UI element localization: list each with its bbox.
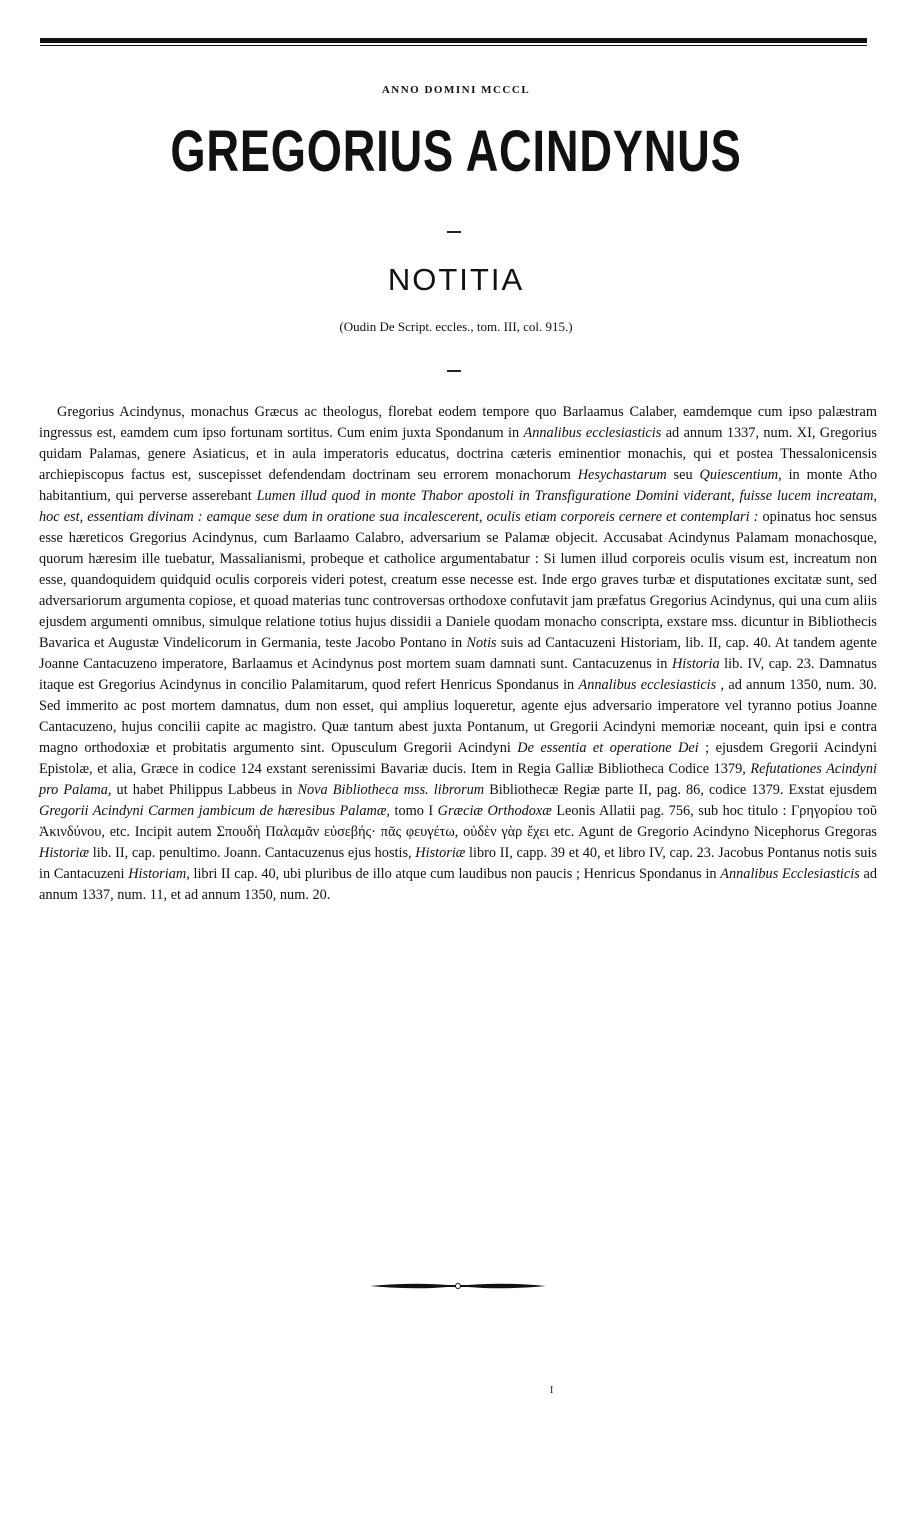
year-heading: ANNO DOMINI MCCCL — [381, 84, 531, 96]
section-heading: NOTITIA — [387, 262, 525, 297]
divider-dash — [447, 231, 461, 233]
end-ornament — [368, 1279, 548, 1293]
divider-dash — [447, 370, 461, 372]
body-paragraph: Gregorius Acindynus, monachus Græcus ac theologus, florebat eodem tempore quo Barlaamus Calaber, eamdemque cum ipso palæstram ingressus est, eamdem cum ipso fortunam sortitus. Cum enim juxta Spondanum in Annalibus ecclesiasticis ad annum 1337, num. XI, Gregorius quidam Palamas, genere Asiaticus, et in aula imperatoris educatus, doctrina cæteris eminentior monachis, qui et postea Thessalonicensis archiepiscopus factus est, suscepisset defendendam doctrinam seu errorem monachorum Hesychastarum seu Quiescentium, in monte Atho habitantium, qui perverse asserebant Lumen illud quod in monte Thabor apostoli in Transfiguratione Domini viderant, fuisse lucem increatam, hoc est, essentiam divinam : eamque sese dum in oratione sua incalescerent, oculis etiam corporeis cernere et contemplari : opinatus hoc sensus esse hæreticos Gregorius Acindynus, cum Barlaamo Calabro, adversarium se Palamæ objecit. Accusabat Acindynus Palamam monachosque, quorum hæresim ille tuebatur, Massalianismi, probeque et catholice argumentabatur : Si lumen illud corporeis oculis visum est, increatum non esse, quandoquidem quidquid oculis corporeis videri potest, creatum esse necesse est. Inde ergo graves turbæ et disputationes excitatæ sunt, sed adversariorum argumenta copiose, et quoad materias tunc controversas orthodoxe confutavit jam præfatus Gregorius Acindynus, qui una cum aliis ejusdem argumenti omnibus, simulque relatione totius hujus dissidii a Daniele quodam monacho conscripta, exstare mss. dicuntur in Bibliothecis Bavarica et Augustæ Vindelicorum in Germania, teste Jacobo Pontano in Notis suis ad Cantacuzeni Historiam, lib. II, cap. 40. At tandem agente Joanne Cantacuzeno imperatore, Barlaamus et Acindynus post mortem suam damnati sunt. Cantacuzenus in Historia lib. IV, cap. 23. Damnatus itaque est Gregorius Acindynus in concilio Palamitarum, quod refert Henricus Spondanus in Annalibus ecclesiasticis , ad annum 1350, num. 30. Sed immerito ac post mortem damnatus, dum non esset, qui amplius loqueretur, agente ejus adversario imperatore vel tyranno potius Joanne Cantacuzeno, hujus concilii capite ac magistro. Quæ tantum abest juxta Pontanum, ut Gregorii Acindyni memoriæ noceant, quin ipsi e contra magno orthodoxiæ et probitatis argumento sint. Opusculum Gregorii Acindyni De essentia et operatione Dei ; ejusdem Gregorii Acindyni Epistolæ, et alia, Græce in codice 124 exstant serenissimi Bavariæ ducis. Item in Regia Galliæ Bibliotheca Codice 1379, Refutationes Acindyni pro Palama, ut habet Philippus Labbeus in Nova Bibliotheca mss. librorum Bibliothecæ Regiæ parte II, pag. 86, codice 1379. Exstat ejusdem Gregorii Acindyni Carmen jambicum de hæresibus Palamæ, tomo I Græciæ Orthodoxæ Leonis Allatii pag. 756, sub hoc titulo : Γρηγορίου τοῦ Ἀκινδύνου, etc. Incipit autem Σπουδὴ Παλαμᾶν εὐσεβής· πᾶς φευγέτω, οὐδὲν γὰρ ἔχει etc. Agunt de Gregorio Acindyno Nicephorus Gregoras Historiæ lib. II, cap. penultimo. Joann. Cantacuzenus ejus hostis, Historiæ libro II, capp. 39 et 40, et libro IV, cap. 23. Jacobus Pontanus notis suis in Cantacuzeni Historiam, libri II cap. 40, ubi pluribus de illo atque cum laudibus non paucis ; Henricus Spondanus in Annalibus Ecclesiasticis ad annum 1337, num. 11, et ad annum 1350, num. 20. — [39, 404, 877, 903]
folio-mark: I — [550, 1385, 554, 1396]
source-reference: (Oudin De Script. eccles., tom. III, col. 915.) — [339, 319, 573, 334]
top-rule-thin — [40, 45, 867, 46]
page-title: GREGORIUS ACINDYNUS — [170, 119, 742, 184]
top-rule — [40, 38, 867, 43]
